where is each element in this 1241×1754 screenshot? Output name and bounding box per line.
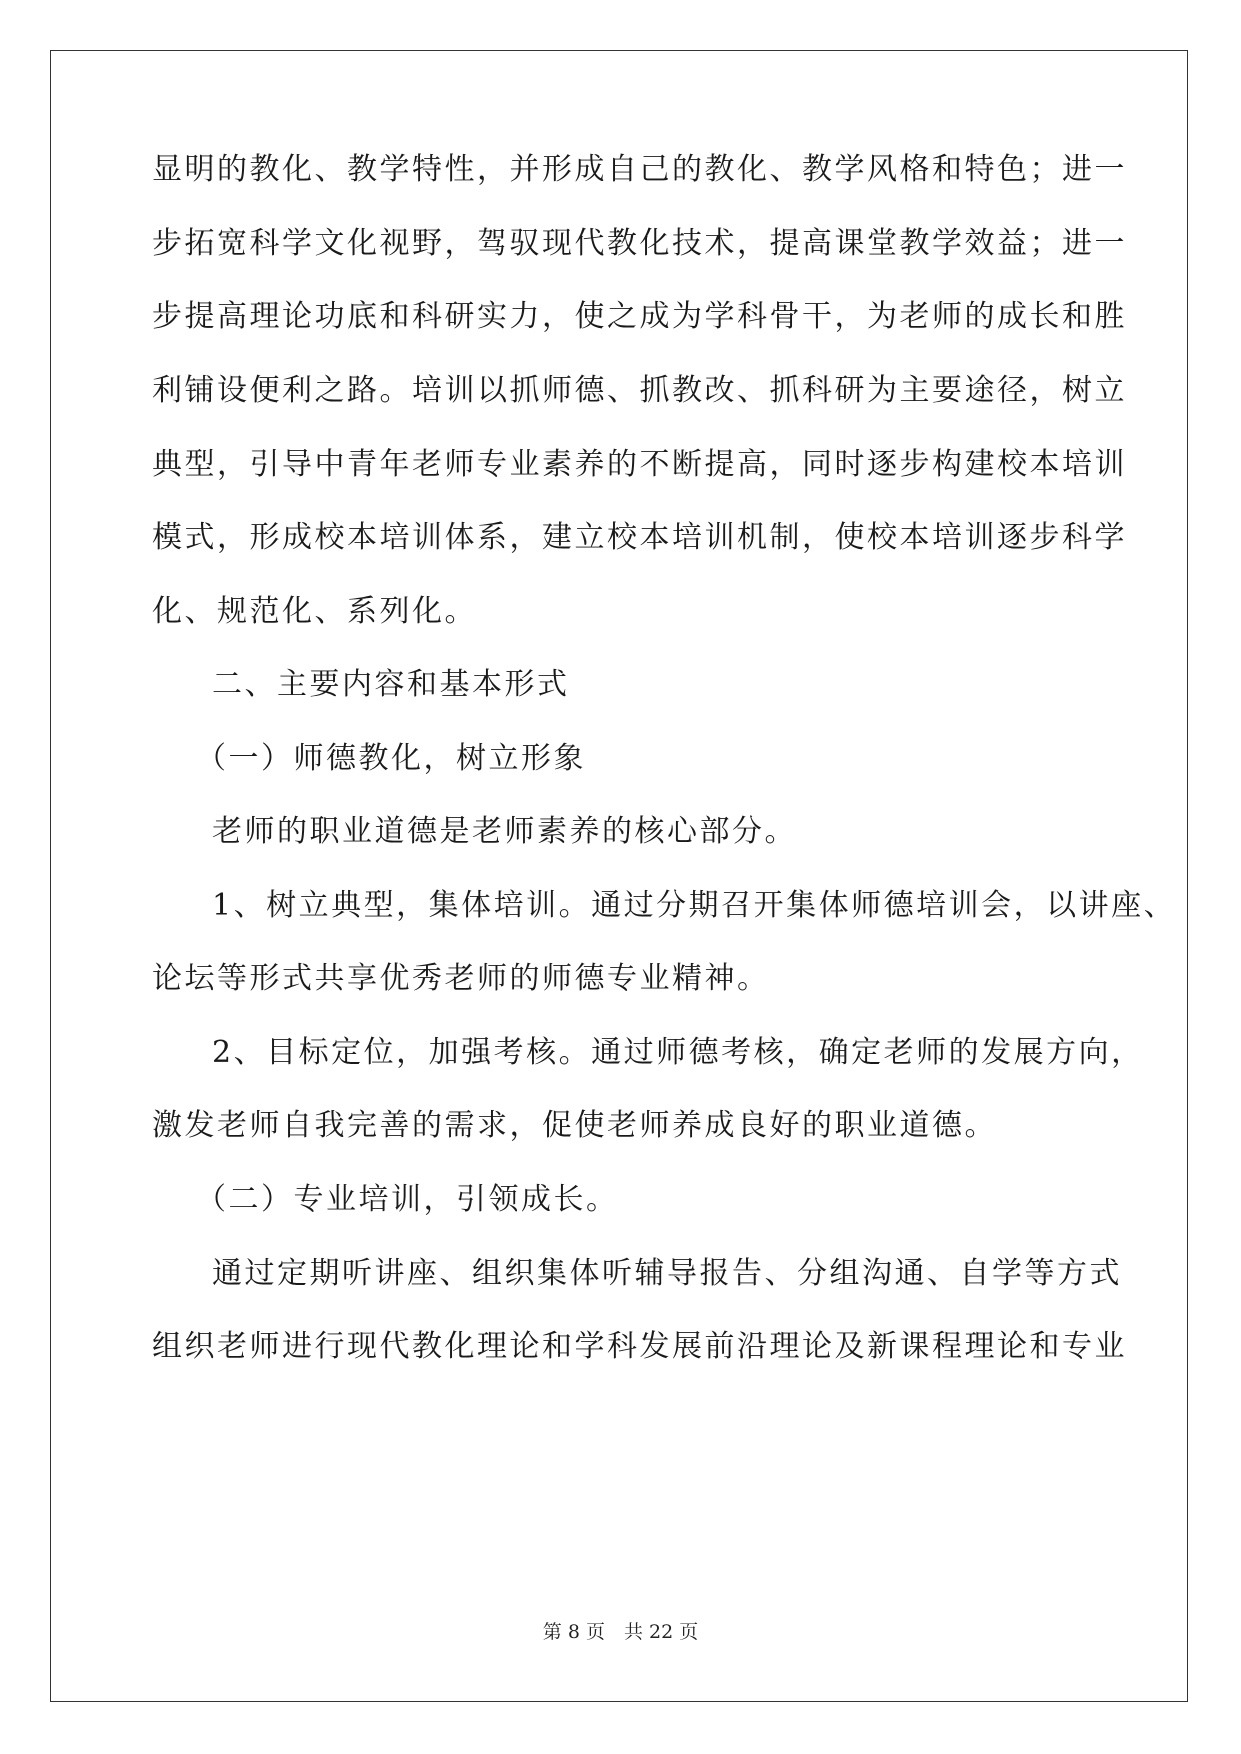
body-line: 通过定期听讲座、组织集体听辅导报告、分组沟通、自学等方式 (212, 1256, 1122, 1291)
body-line: 组织老师进行现代教化理论和学科发展前沿理论及新课程理论和专业 (152, 1329, 1127, 1364)
list-item: 2、目标定位，加强考核。通过师德考核，确定老师的发展方向， (212, 1035, 1144, 1070)
body-line: 化、规范化、系列化。 (152, 594, 477, 629)
body-line: 模式，形成校本培训体系，建立校本培训机制，使校本培训逐步科学 (152, 520, 1127, 555)
body-line: 步提高理论功底和科研实力，使之成为学科骨干，为老师的成长和胜 (152, 299, 1127, 334)
page-number-footer: 第 8 页 共 22 页 (542, 1621, 699, 1643)
body-line: 利铺设便利之路。培训以抓师德、抓教改、抓科研为主要途径，树立 (152, 373, 1127, 408)
section-heading: 二、主要内容和基本形式 (212, 667, 570, 702)
body-line: 显明的教化、教学特性，并形成自己的教化、教学风格和特色；进一 (152, 152, 1127, 187)
body-line: 典型，引导中青年老师专业素养的不断提高，同时逐步构建校本培训 (152, 447, 1127, 482)
body-line: 论坛等形式共享优秀老师的师德专业精神。 (152, 961, 770, 996)
body-line: 激发老师自我完善的需求，促使老师养成良好的职业道德。 (152, 1108, 997, 1143)
body-line: 步拓宽科学文化视野，驾驭现代教化技术，提高课堂教学效益；进一 (152, 226, 1127, 261)
list-item: 1、树立典型，集体培训。通过分期召开集体师德培训会，以讲座、 (212, 888, 1177, 923)
subsection-heading: （二）专业培训，引领成长。 (196, 1182, 619, 1217)
subsection-heading: （一）师德教化，树立形象 (196, 741, 586, 776)
body-line: 老师的职业道德是老师素养的核心部分。 (212, 814, 797, 849)
